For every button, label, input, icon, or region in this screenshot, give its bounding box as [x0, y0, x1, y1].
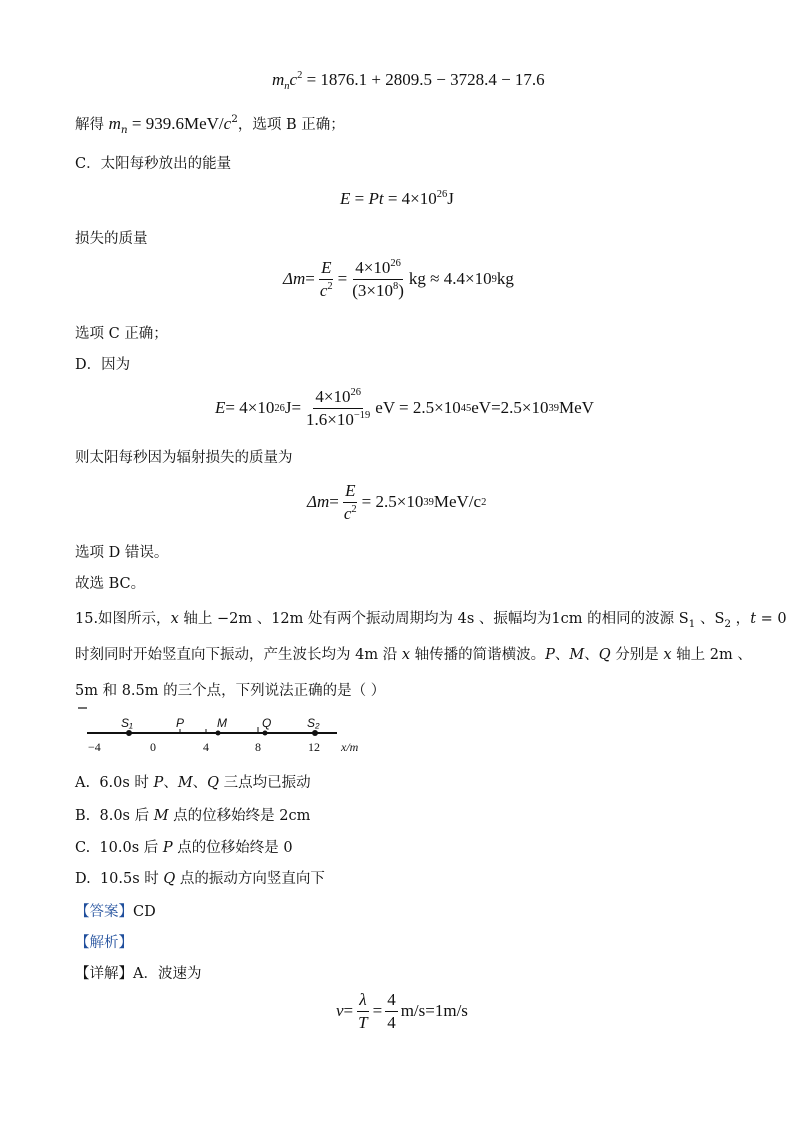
- choose-line: 故选 BC。: [75, 576, 146, 592]
- option-c: C. 10.0s 后 P 点的位移始终是 0: [75, 840, 293, 856]
- option-c-correct: 选项 C 正确；: [75, 326, 168, 342]
- tick-label-0: 0: [150, 740, 156, 754]
- point-m: [216, 731, 221, 736]
- option-c-heading: C．太阳每秒放出的能量: [75, 156, 232, 172]
- equation-mass-neutron: $m_nc^2 = 1876.1 + 2809.5 - 3728.4 - 17.6$: [272, 70, 545, 92]
- question-15-line-3: 5m 和 8.5m 的三个点，下列说法正确的是（ ）: [75, 683, 386, 699]
- tick-label-12: 12: [308, 740, 320, 754]
- answer-line: [75, 900, 156, 921]
- point-s1: [126, 730, 132, 736]
- equation-wave-speed: v = $\frac{\lambda}{T}$ = $\frac{4}{4}$ m/s=1m/s: [336, 990, 468, 1032]
- number-line-diagram: [75, 705, 375, 755]
- option-d: D. 10.5s 时 Q 点的振动方向竖直向下: [75, 871, 325, 887]
- option-d-heading: D．因为: [75, 357, 131, 373]
- answer-tag: 【答案】: [75, 904, 133, 920]
- tick-label-neg4: −4: [88, 740, 101, 754]
- answer-value: CD: [133, 904, 156, 920]
- equation-delta-m-kg: Δm = $\frac{E}{c^2}$ = $\frac{4\times 10^{26}}{(3\times 10^8)}$ kg ≈ 4.4×10 9 kg: [283, 258, 514, 300]
- label-m: M: [217, 716, 227, 730]
- analysis-tag: 【解析】: [75, 935, 133, 951]
- point-q: [263, 731, 268, 736]
- point-s2: [312, 730, 318, 736]
- equation-delta-m-mev: Δm = $\frac{E}{c^2}$ = 2.5×10 39 MeV/c 2: [307, 481, 487, 523]
- then-line: 则太阳每秒因为辐射损失的质量为: [75, 450, 293, 466]
- detail-tag: 【详解】: [75, 966, 133, 982]
- label-p: P: [176, 716, 185, 730]
- label-q: Q: [262, 716, 272, 730]
- label-s1: S₁: [121, 716, 133, 730]
- label-s2: S₂: [307, 716, 320, 730]
- tick-label-4: 4: [203, 740, 209, 754]
- option-a: A. 6.0s 时 P、M、Q 三点均已振动: [75, 775, 311, 791]
- solve-line: 解得 $m_n = 939.6MeV/c^2$，选项 B 正确；: [75, 113, 345, 136]
- option-b: B. 8.0s 后 M 点的位移始终是 2cm: [75, 808, 311, 824]
- question-15-line-1: 15.如图所示，x 轴上 −2m 、12m 处有两个振动周期均为 4s 、振幅均为1cm 的相同的波源 $S_1$ 、$S_2$ ，t = 0: [75, 611, 787, 630]
- tick-label-8: 8: [255, 740, 261, 754]
- detail-line: 【详解】A．波速为: [75, 966, 202, 982]
- equation-energy-conversion: E = 4×10 26 J= $\frac{4\times 10^{26}}{1.6\times 10^{-19}}$ eV = 2.5×10 45 eV=2.5×10 39 MeV: [215, 387, 594, 429]
- axis-label: x/m: [341, 740, 359, 754]
- question-15-line-2: 时刻同时开始竖直向下振动，产生波长均为 4m 沿 x 轴传播的简谐横波。P、M、Q 分别是 x 轴上 2m 、: [75, 647, 752, 663]
- option-d-wrong: 选项 D 错误。: [75, 545, 169, 561]
- equation-energy-e-pt: $E = Pt = 4\times 10^{26}J$: [340, 189, 454, 208]
- mass-loss-label: 损失的质量: [75, 231, 148, 247]
